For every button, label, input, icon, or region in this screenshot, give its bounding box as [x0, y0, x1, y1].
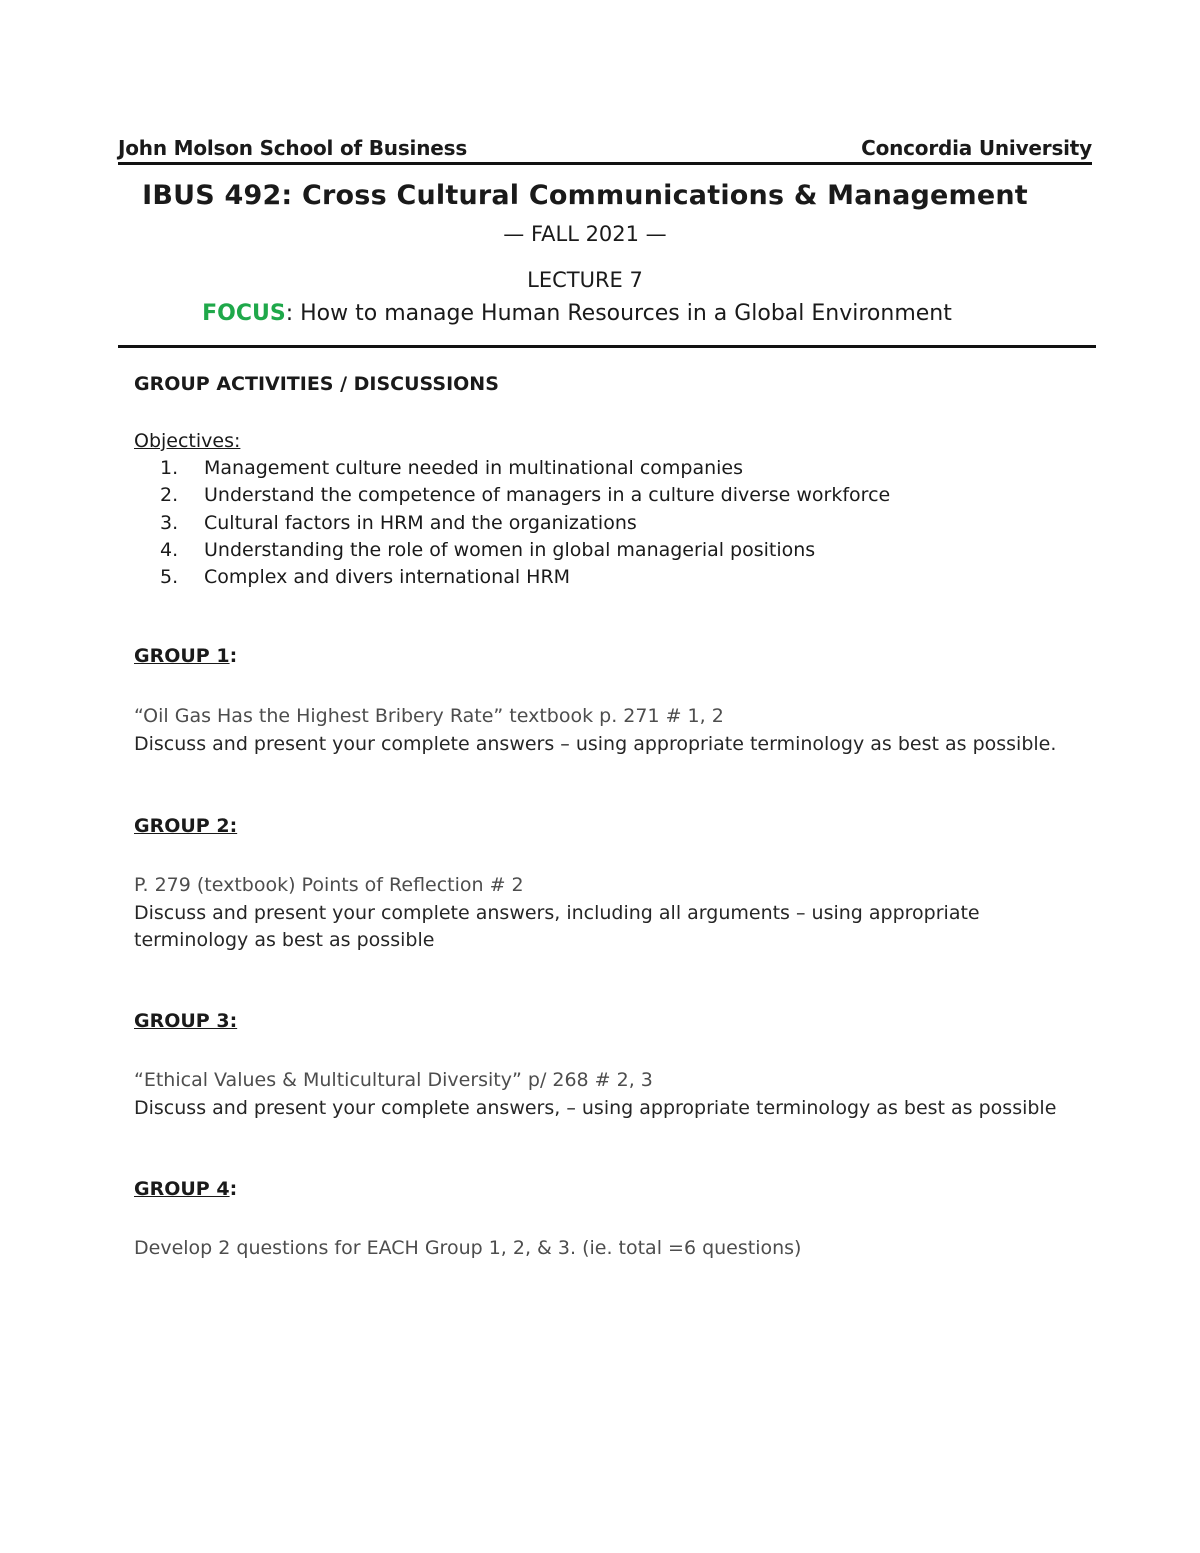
group-heading-colon: : [229, 645, 238, 667]
group-heading-label: GROUP 2: [134, 815, 238, 837]
objectives-list [160, 455, 890, 591]
objective-text: Understand the competence of managers in a culture diverse workforce [204, 484, 891, 507]
group-heading-label: GROUP 3: [134, 1010, 238, 1032]
course-title: IBUS 492: Cross Cultural Communications & Management [142, 180, 1028, 211]
university-name: Concordia University [861, 136, 1092, 160]
group-4-reference: Develop 2 questions for EACH Group 1, 2, & 3. (ie. total =6 questions) [134, 1237, 802, 1259]
focus-label: FOCUS [202, 301, 286, 326]
group-3-instructions: Discuss and present your complete answers, – using appropriate terminology as best as possible [134, 1097, 1057, 1119]
list-number: 1. [160, 457, 179, 479]
list-item [160, 537, 890, 564]
group-2-instructions: Discuss and present your complete answers, including all arguments – using appropriate terminology as best as possible [134, 902, 980, 951]
term-label: — FALL 2021 — [503, 222, 667, 246]
list-item [160, 482, 890, 509]
group-heading-label: GROUP 4 [134, 1178, 230, 1200]
objective-text: Understanding the role of women in global managerial positions [204, 538, 816, 561]
list-item [160, 510, 890, 537]
group-heading-label: GROUP 1 [134, 645, 230, 667]
group-4-heading [134, 1178, 237, 1200]
list-number: 5. [160, 566, 179, 589]
objective-text: Management culture needed in multinational companies [204, 457, 744, 479]
list-number: 3. [160, 511, 179, 534]
school-name: John Molson School of Business [118, 136, 468, 160]
group-3-heading [134, 1010, 237, 1032]
group-3-reference: “Ethical Values & Multicultural Diversity” p/ 268 # 2, 3 [134, 1069, 653, 1091]
group-1-reference: “Oil Gas Has the Highest Bribery Rate” textbook p. 271 # 1, 2 [134, 705, 724, 727]
group-1-instructions: Discuss and present your complete answers – using appropriate terminology as best as possible. [134, 733, 1057, 755]
focus-line [0, 301, 1154, 326]
document-header [118, 134, 1092, 165]
objective-text: Cultural factors in HRM and the organizations [204, 511, 637, 534]
group-2-heading [134, 815, 237, 837]
list-number: 4. [160, 538, 179, 561]
section-divider [118, 345, 1096, 348]
list-item [160, 455, 890, 482]
focus-text: : How to manage Human Resources in a Global Environment [285, 301, 952, 326]
list-number: 2. [160, 484, 179, 507]
group-2-reference: P. 279 (textbook) Points of Reflection # 2 [134, 874, 524, 896]
objectives-label: Objectives: [134, 430, 241, 452]
list-item [160, 564, 890, 591]
lecture-number: LECTURE 7 [527, 268, 643, 292]
section-title: GROUP ACTIVITIES / DISCUSSIONS [134, 373, 499, 395]
objective-text: Complex and divers international HRM [204, 566, 571, 589]
group-1-heading [134, 645, 237, 667]
group-heading-colon: : [229, 1178, 238, 1200]
